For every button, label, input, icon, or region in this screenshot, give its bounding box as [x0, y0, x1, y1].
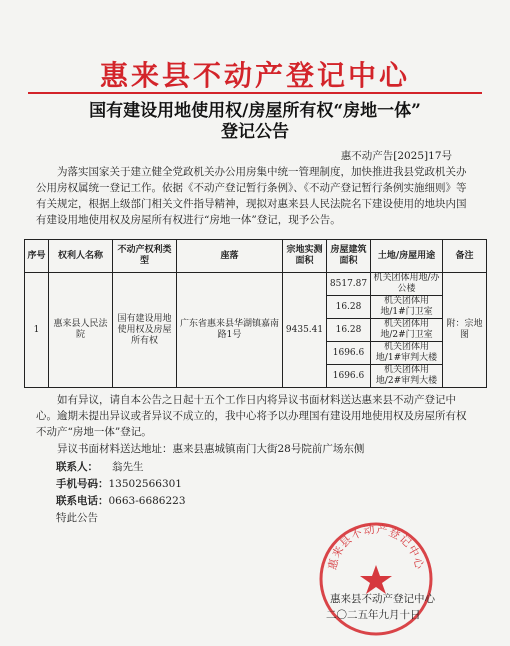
- registration-table: [24, 239, 487, 388]
- contact-line: [56, 459, 144, 474]
- phone-label: 联系电话：: [56, 495, 109, 507]
- phone-line: [56, 493, 186, 508]
- col-header-remark: 备注: [443, 240, 487, 273]
- cell-parcel-area: 9435.41: [283, 273, 327, 388]
- col-header-owner: 权利人名称: [49, 240, 113, 273]
- address-paragraph: 异议书面材料送达地址：惠来县惠城镇南门大街28号院前广场东侧: [57, 443, 365, 455]
- header-red-rule: [28, 92, 482, 94]
- col-header-building-area: 房屋建筑面积: [327, 240, 371, 273]
- phone-number: 0663-6686223: [108, 495, 186, 507]
- mobile-line: [56, 476, 182, 491]
- cell-use: 机关团体用地/2#审判大楼: [371, 365, 443, 388]
- cell-use: 机关团体用地/1#审判大楼: [371, 342, 443, 365]
- contact-name: 翁先生: [112, 461, 144, 473]
- notice-title-line1: 国有建设用地使用权/房屋所有权“房地一体”: [89, 101, 421, 121]
- signature-date: 二〇二五年九月十日: [326, 609, 421, 621]
- col-header-parcel-area: 宗地实测面积: [283, 240, 327, 273]
- col-header-seq: 序号: [25, 240, 49, 273]
- cell-building-area: 8517.87: [327, 273, 371, 296]
- closing-line: 特此公告: [56, 512, 98, 524]
- cell-remark: 附：宗地图: [443, 273, 487, 388]
- cell-right-type: 国有建设用地使用权及房屋所有权: [113, 273, 177, 388]
- cell-seq: 1: [25, 273, 49, 388]
- cell-building-area: 16.28: [327, 319, 371, 342]
- notice-title: [20, 101, 490, 143]
- intro-paragraph: 为落实国家关于建立健全党政机关办公用房集中统一管理制度，加快推进我县党政机关办公用房权属统一登记工作。依据《不动产登记暂行条例》、《不动产登记暂行条例实施细则》等有关规定，根据上级部门相关文件指导精神，现拟对惠来县人民法院名下建设使用的地块内国有建设用地使用权及房屋所有权进行“房地一体”登记，现予公告。: [36, 166, 467, 226]
- contact-label: 联系人：: [56, 461, 98, 473]
- table-row: [25, 273, 487, 296]
- signature-org: 惠来县不动产登记中心: [330, 593, 435, 605]
- org-header-title: 惠来县不动产登记中心: [99, 59, 410, 92]
- mobile-label: 手机号码：: [56, 478, 109, 490]
- seal-text: 惠来县不动产登记中心: [325, 522, 427, 571]
- cell-use: 机关团体用地/2#门卫室: [371, 319, 443, 342]
- table-header-row: [25, 240, 487, 273]
- cell-building-area: 16.28: [327, 296, 371, 319]
- notice-title-line2: 登记公告: [221, 122, 289, 142]
- mobile-number: 13502566301: [108, 478, 182, 490]
- cell-building-area: 1696.6: [327, 342, 371, 365]
- document-number: 惠不动产告[2025]17号: [340, 150, 452, 162]
- col-header-location: 座落: [177, 240, 283, 273]
- cell-use: 机关团体用地/1#门卫室: [371, 296, 443, 319]
- objection-paragraph: 如有异议，请自本公告之日起十五个工作日内将异议书面材料送达惠来县不动产登记中心。逾期未提出异议或者异议不成立的，我中心将予以办理国有建设用地使用权及房屋所有权不动产“房地一体”登记。: [36, 394, 467, 438]
- cell-use: 机关团体用地/办公楼: [371, 273, 443, 296]
- col-header-use: 土地/房屋用途: [371, 240, 443, 273]
- cell-owner: 惠来县人民法院: [49, 273, 113, 388]
- cell-building-area: 1696.6: [327, 365, 371, 388]
- col-header-right-type: 不动产权利类型: [113, 240, 177, 273]
- cell-location: 广东省惠来县华湖镇嘉南路1号: [177, 273, 283, 388]
